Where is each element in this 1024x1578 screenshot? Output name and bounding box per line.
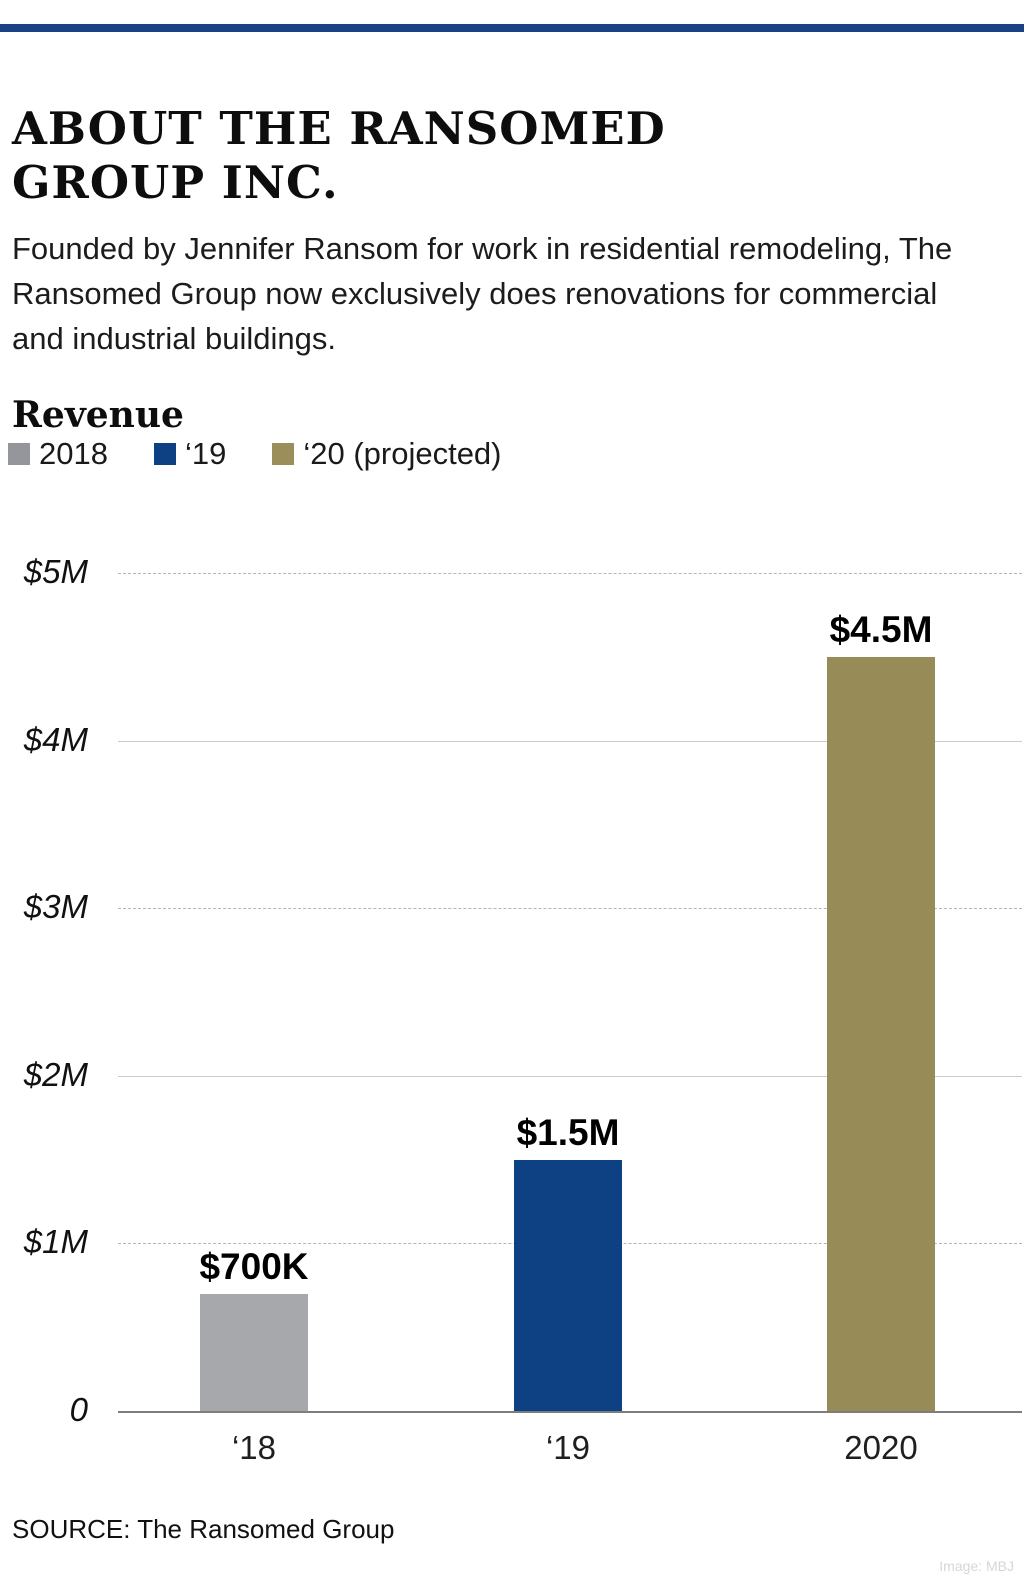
bar-18 <box>200 1294 308 1411</box>
legend-label: ‘19 <box>184 436 227 471</box>
x-axis-label: ‘19 <box>545 1429 591 1466</box>
legend-item <box>154 436 226 472</box>
bar-2020 <box>827 657 935 1411</box>
y-axis-label: $4M <box>23 720 88 758</box>
chart-title: Revenue <box>12 393 184 436</box>
bar-value-label: $700K <box>199 1245 309 1287</box>
y-axis-label: 0 <box>69 1391 88 1429</box>
page-title <box>12 102 666 210</box>
bar-19 <box>514 1160 622 1411</box>
source-note: SOURCE: The Ransomed Group <box>12 1514 395 1544</box>
legend-item <box>272 436 501 472</box>
bar-chart <box>0 540 1024 1520</box>
y-axis-label: $1M <box>23 1223 88 1261</box>
bar-value-label: $4.5M <box>829 608 933 650</box>
legend-swatch <box>154 443 176 465</box>
y-axis-label: $5M <box>23 553 88 591</box>
image-credit: Image: MBJ <box>939 1558 1014 1574</box>
legend-label: ‘20 (projected) <box>303 436 502 471</box>
legend-swatch <box>272 443 294 465</box>
top-accent-bar <box>0 24 1024 32</box>
bar-value-label: $1.5M <box>516 1111 620 1153</box>
page-title-line1: ABOUT THE RANSOMED <box>12 102 666 156</box>
gridline-5m <box>118 573 1022 574</box>
legend-label: 2018 <box>39 436 108 471</box>
chart-legend <box>8 436 502 472</box>
page-title-line2: GROUP INC. <box>12 156 339 210</box>
intro-paragraph: Founded by Jennifer Ransom for work in residential remodeling, The Ransomed Group now exclusively does renovations for commercial and industrial buildings. <box>12 231 953 356</box>
x-axis-label: ‘18 <box>231 1429 277 1466</box>
x-axis-label: 2020 <box>844 1429 918 1466</box>
legend-swatch <box>8 443 30 465</box>
legend-item <box>8 436 108 472</box>
y-axis-label: $2M <box>23 1056 88 1094</box>
gridline-0 <box>118 1411 1022 1413</box>
y-axis-label: $3M <box>23 888 88 926</box>
